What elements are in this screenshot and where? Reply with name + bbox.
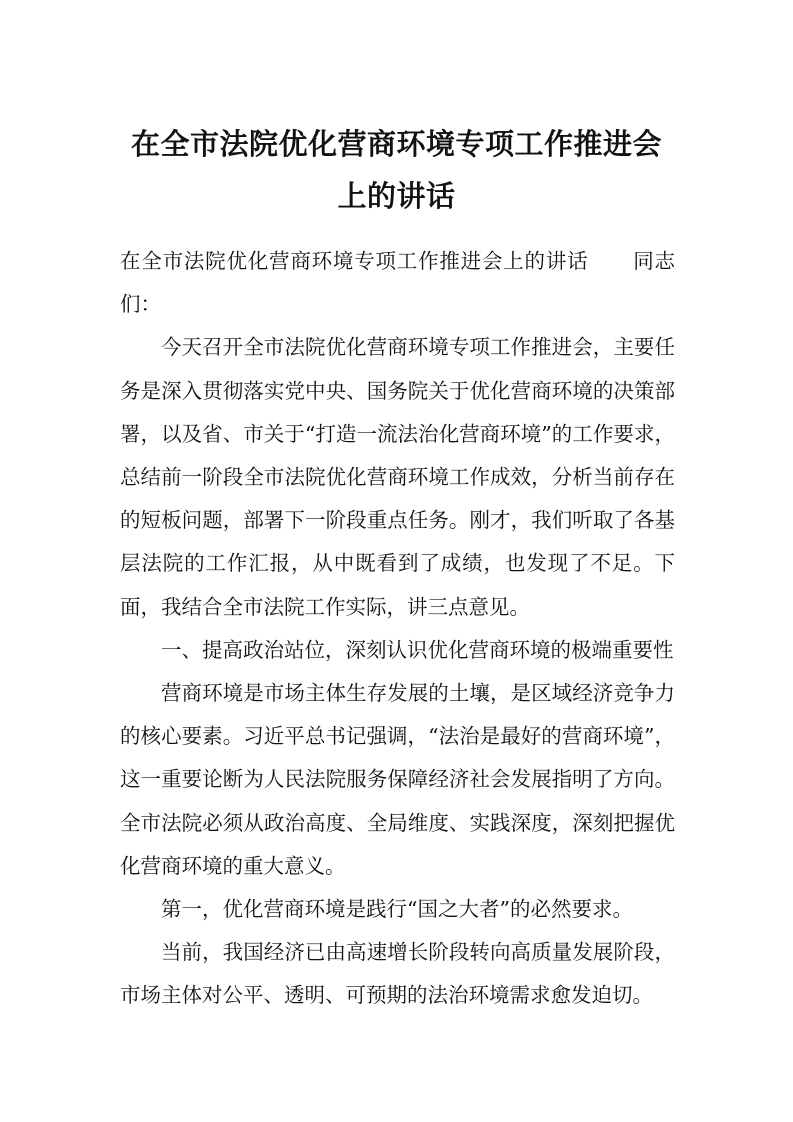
document-title: [100, 118, 693, 222]
salutation: 同志们：: [120, 249, 676, 317]
paragraph-subheading-1: 当前，我国经济已由高速增长阶段转向高质量发展阶段，市场主体对公平、透明、可预期的法治环境需求愈发迫切。: [120, 940, 675, 1008]
subheading-1: 第一，优化营商环境是践行“国之大者”的必然要求。: [161, 897, 633, 922]
paragraph-section-1: 营商环境是市场主体生存发展的土壤，是区域经济竞争力的核心要素。习近平总书记强调，“法治是最好的营商环境”，这一重要论断为人民法院服务保障经济社会发展指明了方向。全市法院必须从政治高度、全局维度、实践深度，深刻把握优化营商环境的重大意义。: [120, 681, 675, 878]
intro-title: 在全市法院优化营商环境专项工作推进会上的讲话: [120, 249, 589, 273]
intro-line: [120, 240, 675, 326]
document-body: [120, 240, 675, 1018]
title-line-2: 上的讲话: [337, 179, 456, 213]
paragraph-opening: 今天召开全市法院优化营商环境专项工作推进会，主要任务是深入贯彻落实党中央、国务院关于优化营商环境的决策部署，以及省、市关于“打造一流法治化营商环境”的工作要求，总结前一阶段全市法院优化营商环境工作成效，分析当前存在的短板问题，部署下一阶段重点任务。刚才，我们听取了各基层法院的工作汇报，从中既看到了成绩，也发现了不足。下面，我结合全市法院工作实际，讲三点意见。: [120, 335, 675, 619]
title-line-1: 在全市法院优化营商环境专项工作推进会: [130, 127, 662, 161]
section-heading-1: 一、提高政治站位，深刻认识优化营商环境的极端重要性: [161, 637, 674, 662]
